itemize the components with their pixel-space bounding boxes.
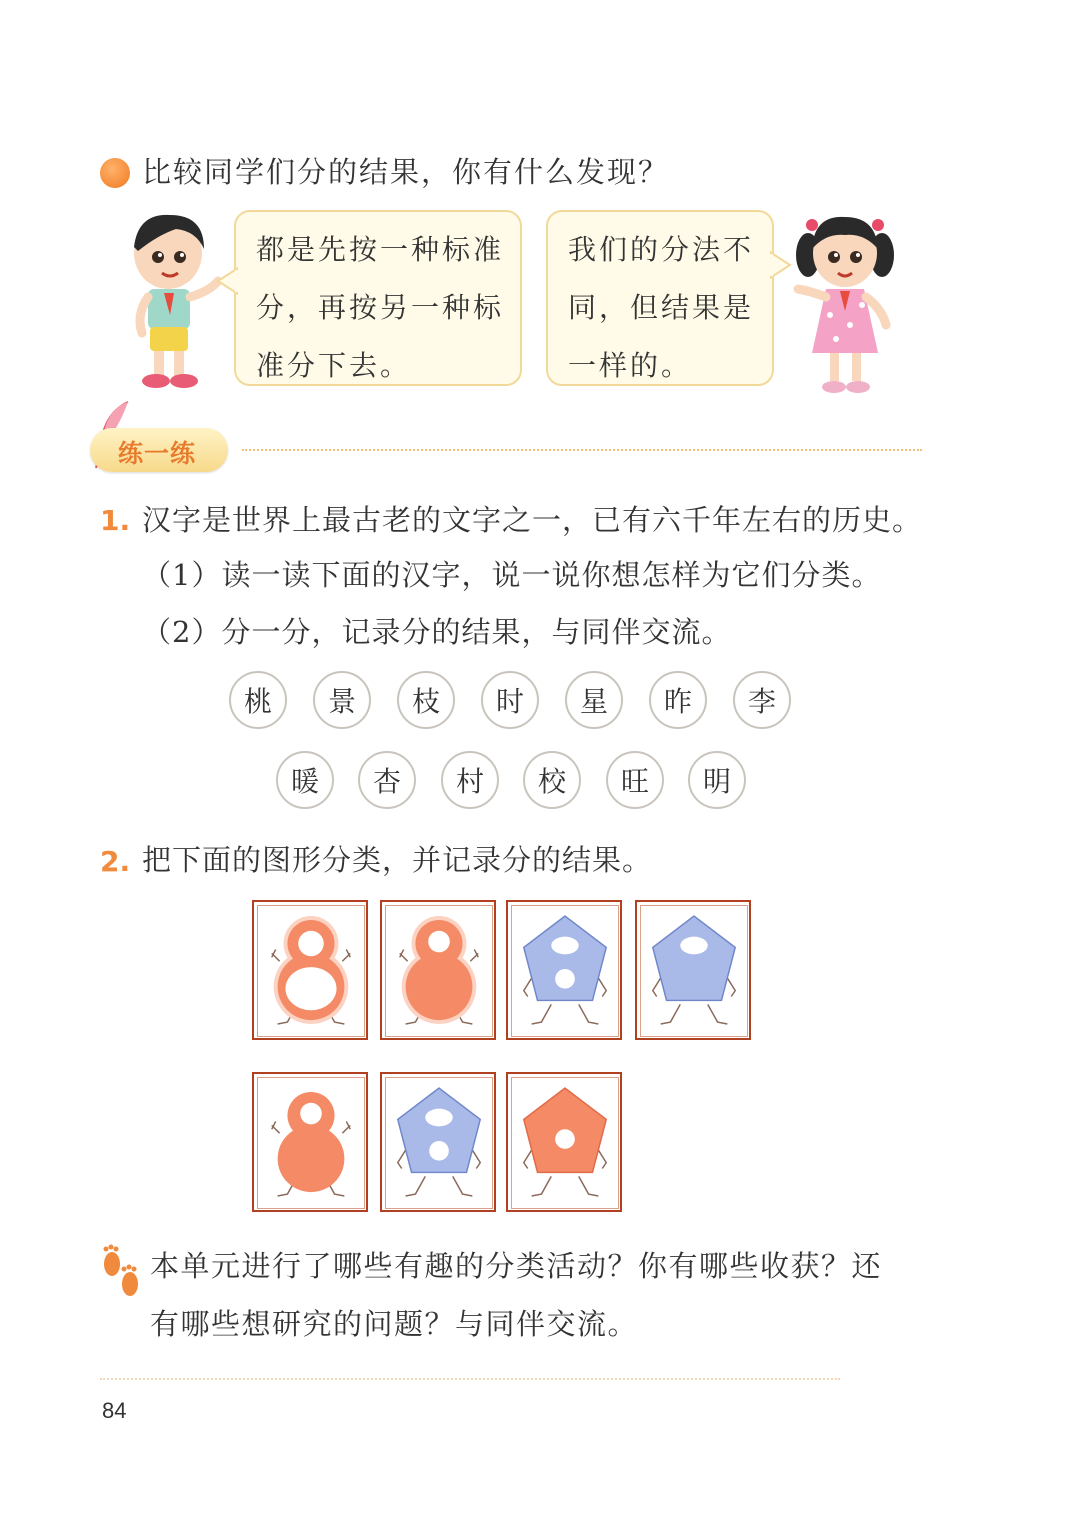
hanzi-circle: 桃	[229, 671, 287, 729]
q1-sub1: （1）读一读下面的汉字，说一说你想怎样为它们分类。	[142, 558, 882, 592]
shape-card-pentagon-two-holes	[380, 1072, 496, 1212]
hanzi-circle: 杏	[358, 751, 416, 809]
girl-bubble-tail	[770, 250, 792, 280]
hanzi-circle: 校	[523, 751, 581, 809]
boy-bubble-line: 分，再按另一种标	[256, 291, 505, 324]
shape-card-eight-fuzzy	[380, 900, 496, 1040]
shape-card-eight-outline	[252, 900, 368, 1040]
page-number: 84	[102, 1398, 127, 1423]
girl-bubble-line: 一样的。	[568, 349, 693, 382]
shape-card-pentagon-two-holes	[506, 900, 622, 1040]
hanzi-circle: 时	[481, 671, 539, 729]
section-divider	[242, 449, 922, 451]
girl-bubble-line: 同，但结果是	[568, 291, 755, 324]
footer-divider	[100, 1378, 840, 1380]
boy-speech-bubble	[234, 210, 522, 386]
hanzi-circle: 暖	[276, 751, 334, 809]
hanzi-circle: 星	[565, 671, 623, 729]
q1-number: 1.	[100, 504, 131, 537]
discuss-prompt: 比较同学们分的结果，你有什么发现？	[142, 155, 670, 189]
hanzi-circle: 明	[688, 751, 746, 809]
reflection-line: 有哪些想研究的问题？与同伴交流。	[150, 1307, 639, 1341]
girl-illustration	[790, 205, 900, 400]
orange-bullet-icon	[100, 158, 130, 188]
hanzi-circle: 李	[733, 671, 791, 729]
hanzi-circle: 景	[313, 671, 371, 729]
reflection-line: 本单元进行了哪些有趣的分类活动？你有哪些收获？还	[150, 1249, 883, 1283]
shape-card-pentagon-one-hole	[635, 900, 751, 1040]
boy-bubble-line: 都是先按一种标准	[256, 233, 505, 266]
q2-text: 把下面的图形分类，并记录分的结果。	[142, 843, 653, 877]
girl-bubble-line: 我们的分法不	[568, 233, 755, 266]
boy-bubble-line: 准分下去。	[256, 349, 412, 382]
shape-card-pentagon-orange	[506, 1072, 622, 1212]
practice-heading: 练一练	[118, 439, 197, 468]
footprints-icon	[98, 1244, 144, 1300]
hanzi-circle: 枝	[397, 671, 455, 729]
q2-number: 2.	[100, 845, 131, 878]
hanzi-circle: 昨	[649, 671, 707, 729]
q1-sub2: （2）分一分，记录分的结果，与同伴交流。	[142, 615, 732, 649]
boy-illustration	[118, 205, 228, 395]
hanzi-circle: 旺	[606, 751, 664, 809]
q1-text: 汉字是世界上最古老的文字之一，已有六千年左右的历史。	[142, 503, 923, 537]
hanzi-circle: 村	[441, 751, 499, 809]
girl-speech-bubble	[546, 210, 774, 386]
boy-bubble-tail	[216, 266, 238, 296]
shape-card-eight-plain	[252, 1072, 368, 1212]
